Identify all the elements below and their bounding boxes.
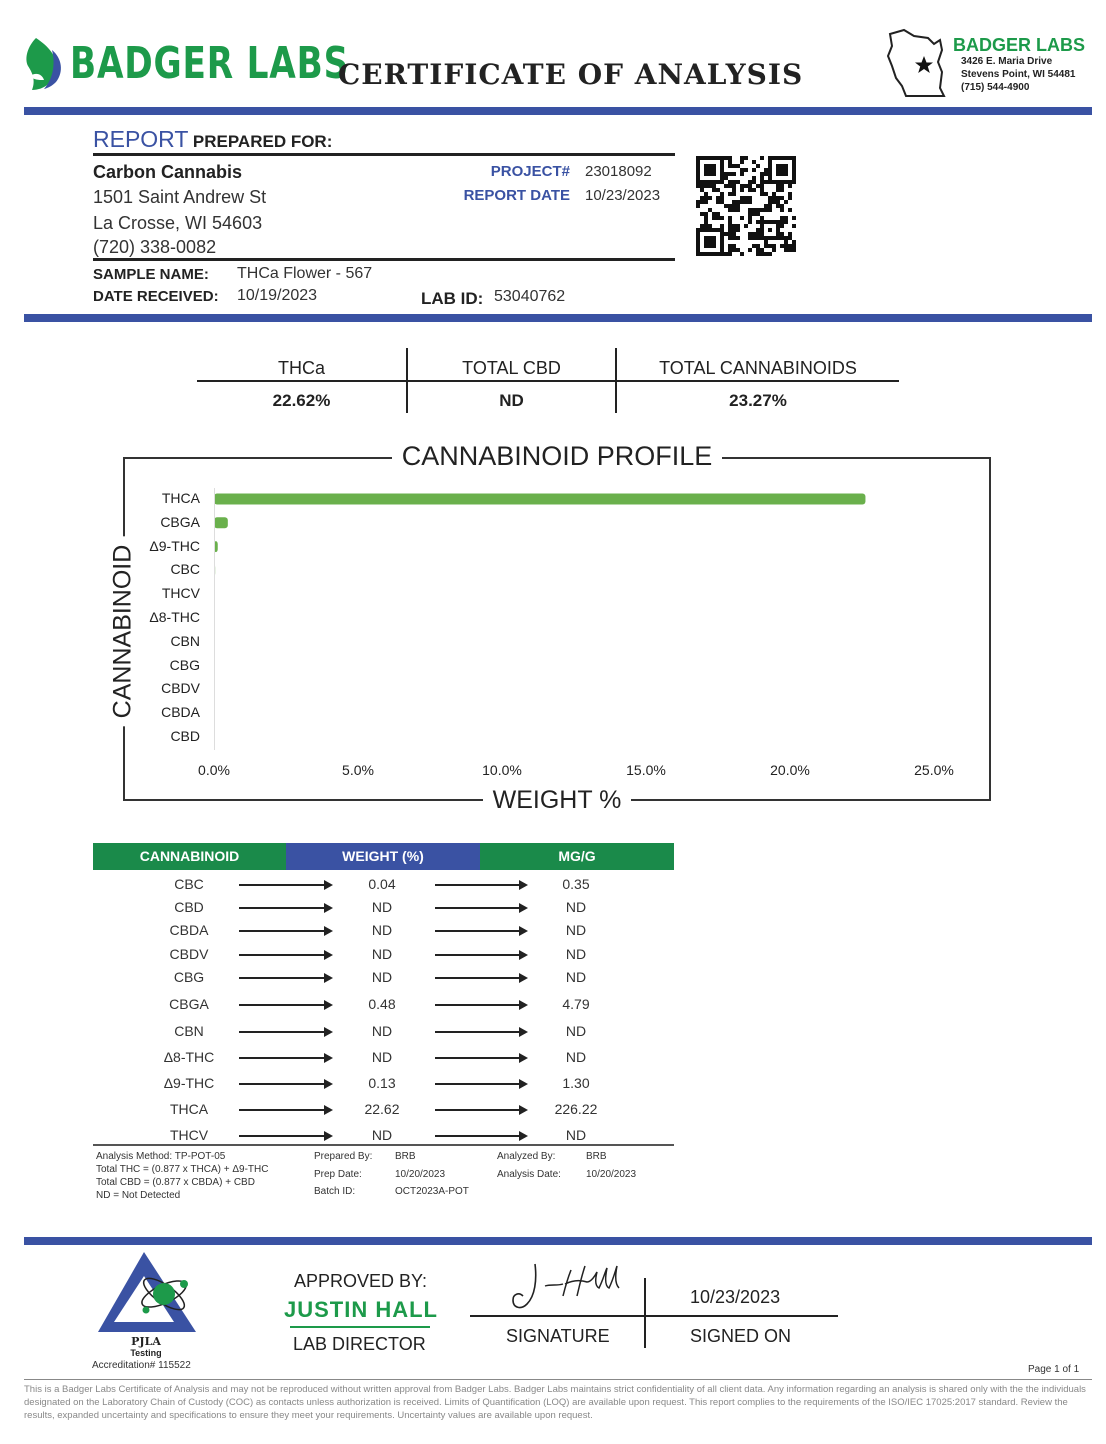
chart-category-labels	[120, 488, 200, 750]
prep-date-value: 10/20/2023	[395, 1169, 446, 1180]
table-cell-cannabinoid: CBD	[174, 899, 204, 915]
sample-name-label: SAMPLE NAME:	[93, 266, 209, 283]
chart-plot-area	[214, 488, 944, 750]
sample-name-value: THCa Flower - 567	[237, 265, 373, 282]
batch-id-value: OCT2023A-POT	[395, 1186, 469, 1197]
arrow-right-icon	[239, 907, 331, 909]
table-cell-mgg: 0.35	[562, 876, 590, 892]
lab-id-label: LAB ID:	[421, 289, 484, 308]
table-cell-weight: 0.04	[368, 876, 396, 892]
chart-category-label: CBG	[169, 656, 200, 673]
chart-tick-label: 20.0%	[770, 762, 810, 778]
director-name: JUSTIN HALL	[284, 1297, 438, 1322]
table-cell-mgg: ND	[565, 922, 587, 938]
chart-bar	[214, 517, 228, 528]
arrow-right-icon	[435, 1031, 526, 1033]
chart-category-label: CBN	[170, 632, 200, 649]
table-cell-weight: ND	[371, 969, 393, 985]
report-heading	[93, 126, 332, 153]
table-cell-cannabinoid: THCA	[169, 1101, 209, 1117]
brand-logo-icon	[22, 36, 64, 92]
chart-x-axis-title: WEIGHT %	[483, 786, 632, 814]
chart-category-label: CBGA	[160, 513, 200, 530]
chart-category-label: Δ9-THC	[149, 537, 200, 554]
table-cell-weight: 0.48	[368, 996, 396, 1012]
arrow-right-icon	[239, 1057, 331, 1059]
chart-tick-labels	[198, 762, 954, 782]
table-cell-mgg: 4.79	[562, 996, 590, 1012]
signature-divider	[644, 1278, 646, 1348]
arrow-right-icon	[435, 977, 526, 979]
lab-address	[961, 55, 1076, 94]
arrow-right-icon	[239, 977, 331, 979]
signed-on-value: 10/23/2023	[690, 1287, 781, 1307]
table-cell-cannabinoid: CBDV	[169, 946, 209, 962]
report-date-value: 10/23/2023	[585, 187, 661, 204]
summary-total-value: 23.27%	[729, 391, 787, 410]
report-word: REPORT	[93, 126, 189, 152]
table-cell-mgg: ND	[565, 1127, 587, 1143]
report-top-rule	[93, 153, 675, 156]
summary-cbd-value: ND	[499, 391, 524, 410]
client-street: 1501 Saint Andrew St	[93, 187, 267, 207]
table-cell-cannabinoid: CBC	[174, 876, 204, 892]
table-header-mgg: MG/G	[480, 843, 674, 870]
chart-tick-label: 25.0%	[914, 762, 954, 778]
table-cell-weight: ND	[371, 899, 393, 915]
chart-category-label: CBDA	[161, 704, 200, 721]
date-received-label: DATE RECEIVED:	[93, 288, 219, 305]
arrow-right-icon	[239, 954, 331, 956]
report-divider	[24, 314, 1092, 322]
lab-id-value: 53040762	[494, 288, 566, 305]
table-cell-weight: ND	[371, 922, 393, 938]
arrow-right-icon	[239, 1135, 331, 1137]
director-title: LAB DIRECTOR	[293, 1334, 426, 1354]
table-bottom-rule	[93, 1144, 674, 1146]
table-header	[93, 843, 674, 870]
arrow-right-icon	[239, 884, 331, 886]
summary-total-label: TOTAL CANNABINOIDS	[659, 358, 857, 378]
arrow-right-icon	[435, 1109, 526, 1111]
accreditation-number: Accreditation# 115522	[92, 1360, 191, 1371]
qr-code-icon	[696, 156, 796, 256]
report-bottom-rule	[93, 258, 675, 261]
arrow-right-icon	[435, 907, 526, 909]
table-cell-cannabinoid: Δ9-THC	[163, 1075, 215, 1091]
chart-tick-label: 10.0%	[482, 762, 522, 778]
table-cell-weight: 22.62	[364, 1101, 400, 1117]
chart-tick-label: 5.0%	[342, 762, 374, 778]
table-header-weight: WEIGHT (%)	[286, 843, 480, 870]
table-cell-weight: ND	[371, 1127, 393, 1143]
director-rule	[290, 1326, 430, 1328]
client-phone: (720) 338-0082	[93, 237, 217, 257]
signature-label: SIGNATURE	[506, 1326, 610, 1346]
table-cell-cannabinoid: CBDA	[169, 922, 209, 938]
summary-thca-label: THCa	[277, 358, 325, 378]
arrow-right-icon	[435, 1057, 526, 1059]
table-cell-weight: ND	[371, 1023, 393, 1039]
header-divider	[24, 107, 1092, 115]
project-value: 23018092	[585, 163, 652, 180]
summary-rule	[197, 380, 899, 382]
chart-category-label: CBC	[170, 561, 200, 578]
table-cell-mgg: 1.30	[562, 1075, 590, 1091]
arrow-right-icon	[435, 884, 526, 886]
signed-on-label: SIGNED ON	[690, 1326, 792, 1346]
chart-category-label: THCA	[161, 490, 200, 506]
arrow-right-icon	[435, 1135, 526, 1137]
document-title-text: CERTIFICATE OF ANALYSIS	[338, 58, 804, 91]
note-total-cbd: Total CBD = (0.877 x CBDA) + CBD	[96, 1177, 255, 1188]
chart-category-label: THCV	[161, 585, 200, 602]
lab-name: BADGER LABS	[953, 35, 1086, 55]
note-nd: ND = Not Detected	[96, 1190, 181, 1201]
approved-by-label: APPROVED BY:	[294, 1271, 428, 1291]
pjla-logo-sub: Testing	[130, 1348, 162, 1358]
arrow-right-icon	[435, 954, 526, 956]
lab-address-line1: 3426 E. Maria Drive	[961, 56, 1053, 67]
wisconsin-map-icon	[884, 26, 950, 98]
lab-address-line2: Stevens Point, WI 54481	[961, 69, 1076, 80]
table-cell-mgg: 226.22	[554, 1101, 598, 1117]
analyzed-by-value: BRB	[586, 1151, 607, 1162]
document-title	[338, 58, 803, 91]
analysis-date-value: 10/20/2023	[586, 1169, 637, 1180]
table-cell-cannabinoid: CBGA	[169, 996, 209, 1012]
table-cell-mgg: ND	[565, 946, 587, 962]
table-cell-cannabinoid: CBG	[173, 969, 205, 985]
note-method: Analysis Method: TP-POT-05	[96, 1151, 226, 1162]
notes-left	[96, 1150, 268, 1202]
chart-tick-label: 15.0%	[626, 762, 666, 778]
table-cell-mgg: ND	[565, 969, 587, 985]
prepared-by-value: BRB	[395, 1151, 416, 1162]
report-date-label: REPORT DATE	[463, 187, 570, 204]
note-total-thc: Total THC = (0.877 x THCA) + Δ9-THC	[96, 1164, 269, 1175]
summary-cbd-label: TOTAL CBD	[462, 358, 561, 378]
arrow-right-icon	[435, 930, 526, 932]
chart-xlabel-wrap	[123, 786, 991, 815]
arrow-right-icon	[239, 930, 331, 932]
prepared-for-word: PREPARED FOR:	[192, 132, 333, 151]
page-number: Page 1 of 1	[1028, 1364, 1080, 1375]
chart-category-label: Δ8-THC	[149, 609, 200, 625]
client-city: La Crosse, WI 54603	[93, 213, 263, 233]
summary-thca-value: 22.62%	[272, 391, 331, 410]
table-cell-mgg: ND	[565, 1049, 587, 1065]
signature-rule	[470, 1315, 838, 1317]
signature-image	[505, 1258, 630, 1318]
table-cell-weight: 0.13	[368, 1075, 396, 1091]
table-header-cannabinoid: CANNABINOID	[93, 843, 286, 870]
chart-category-label: CBDV	[161, 680, 200, 697]
date-received-value: 10/19/2023	[237, 287, 318, 304]
table-body	[93, 873, 674, 1145]
brand-name: BADGER LABS	[70, 38, 350, 89]
table-cell-weight: ND	[371, 946, 393, 962]
chart-tick-label: 0.0%	[198, 762, 230, 778]
chart-y-axis-title: CANNABINOID	[108, 536, 137, 726]
arrow-right-icon	[239, 1031, 331, 1033]
table-cell-mgg: ND	[565, 1023, 587, 1039]
chart-bar	[214, 494, 865, 505]
table-cell-weight: ND	[371, 1049, 393, 1065]
pjla-logo-text: PJLA	[131, 1335, 161, 1348]
arrow-right-icon	[435, 1083, 526, 1085]
batch-id-label: Batch ID:	[314, 1186, 356, 1197]
footer-divider	[24, 1237, 1092, 1245]
arrow-right-icon	[435, 1004, 526, 1006]
chart-category-label: CBD	[170, 728, 200, 744]
footer-rule	[24, 1379, 1092, 1380]
prepared-by-label: Prepared By:	[314, 1151, 373, 1162]
chart-title-wrap	[123, 441, 991, 472]
project-label: PROJECT#	[490, 163, 570, 180]
analysis-date-label: Analysis Date:	[497, 1169, 561, 1180]
arrow-right-icon	[239, 1004, 331, 1006]
table-cell-cannabinoid: Δ8-THC	[163, 1049, 215, 1065]
chart-title: CANNABINOID PROFILE	[392, 441, 723, 471]
table-cell-cannabinoid: CBN	[174, 1023, 204, 1039]
prep-date-label: Prep Date:	[314, 1169, 362, 1180]
table-cell-cannabinoid: THCV	[169, 1127, 209, 1143]
arrow-right-icon	[239, 1083, 331, 1085]
disclaimer-text: This is a Badger Labs Certificate of Analysis and may not be reproduced without written approval from Badger Labs. Badger Labs maintains strict confidentiality of all client data. Any information regarding an analysis is shared only with the the individuals designated on the Laboratory Chain of Custody (COC) as contacts unless authorization is received. Limits of Quantification (LOQ) are available upon request. This report complies to the requirements of the ISO/IEC 17025:2017 standard. Review the results, expanded uncertainty and specifications to ensure they meet your requirements. Uncertainty values are available upon request.	[24, 1384, 1086, 1421]
client-name: Carbon Cannabis	[93, 162, 243, 182]
lab-phone: (715) 544-4900	[961, 82, 1030, 93]
table-cell-mgg: ND	[565, 899, 587, 915]
arrow-right-icon	[239, 1109, 331, 1111]
analyzed-by-label: Analyzed By:	[497, 1151, 556, 1162]
